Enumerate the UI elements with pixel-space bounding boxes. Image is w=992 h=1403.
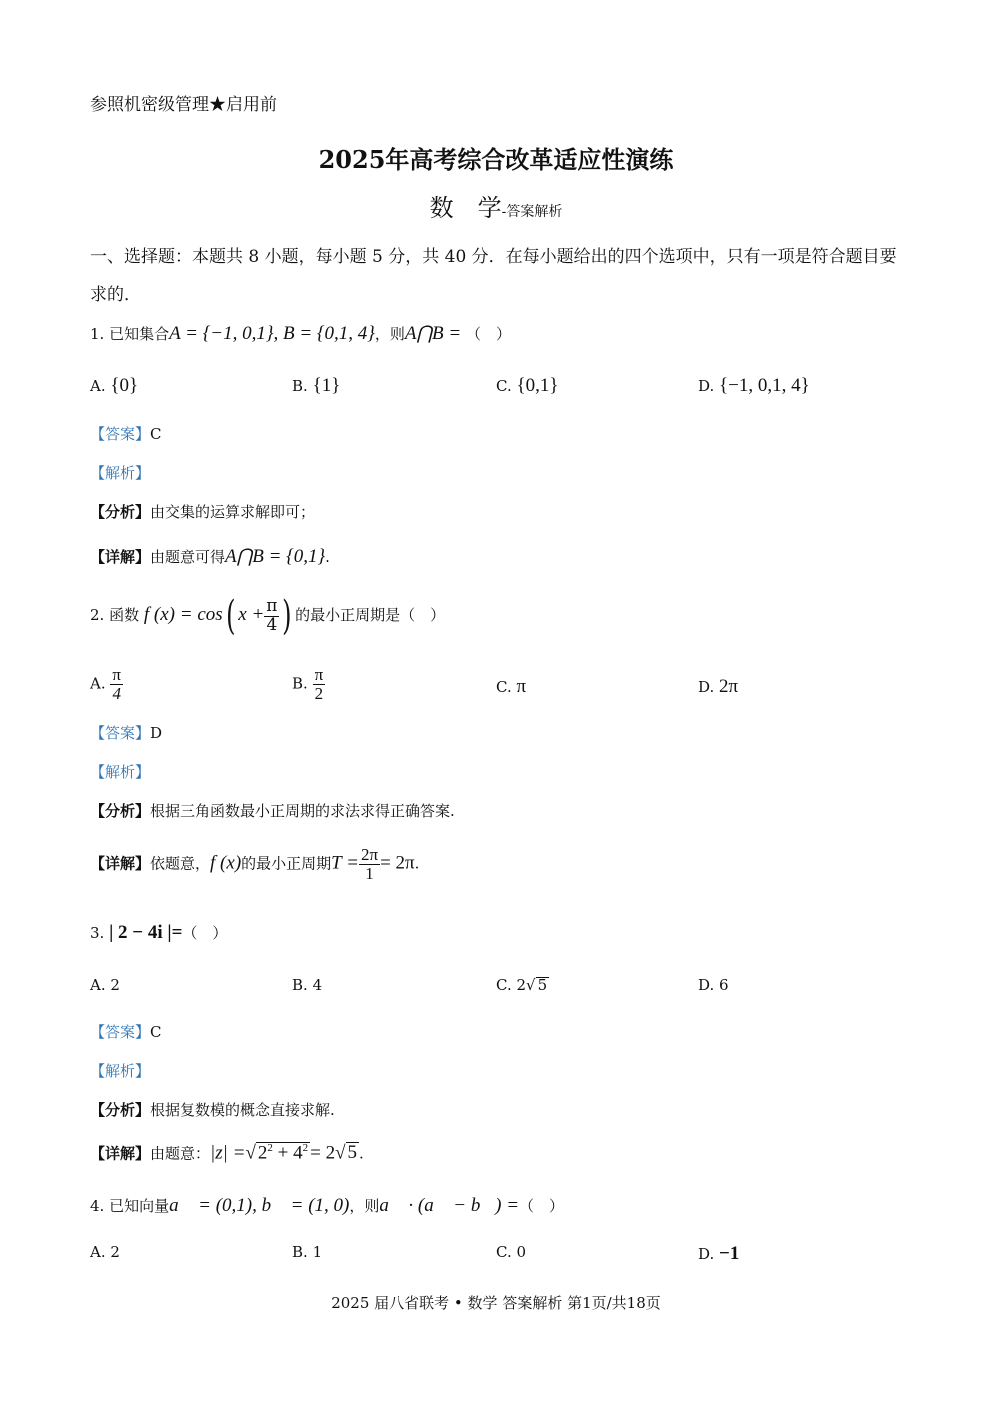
confidential-label: 参照机密级管理★启用前 bbox=[90, 95, 277, 115]
question-2: 2. 函数 f (x) = cos( x + $\frac{\pi}{4}$ ) 的最小正周期是（ ） bbox=[90, 593, 446, 639]
question-text: 已知集合 bbox=[109, 325, 170, 343]
fenxi-line: 【分析】根据复数模的概念直接求解. bbox=[90, 1101, 335, 1119]
option-a: A. 2 bbox=[90, 976, 120, 994]
answer-blank: （ ） bbox=[466, 325, 512, 343]
question-3: 3. | 2 − 4i |=（ ） bbox=[90, 922, 228, 943]
option-c: C. {0,1} bbox=[496, 375, 559, 396]
option-a: A. {0} bbox=[90, 375, 139, 396]
question-number: 1. bbox=[90, 325, 105, 343]
answer-line: 【答案】C bbox=[90, 1023, 162, 1041]
option-d: D. 6 bbox=[698, 976, 729, 994]
math-expression: f (x) = cos bbox=[143, 604, 223, 625]
option-a: A. $\frac{\pi}{4}$ bbox=[90, 665, 121, 703]
subject-name: 数 学 bbox=[429, 194, 502, 222]
option-c: C. 2√ 5 bbox=[496, 976, 548, 994]
subject-suffix: -答案解析 bbox=[501, 204, 563, 220]
answer-line: 【答案】D bbox=[90, 724, 163, 742]
math-expression: | 2 − 4i |= bbox=[109, 922, 183, 943]
page-title: 2025年高考综合改革适应性演练 bbox=[318, 145, 674, 174]
analysis-label: 【解析】 bbox=[90, 464, 151, 482]
question-1 bbox=[90, 322, 511, 345]
math-expression: a⃗ · (a⃗ − b⃗) = bbox=[379, 1195, 520, 1216]
detail-line: 【详解】由题意可得A⋂B = {0,1}. bbox=[90, 546, 330, 567]
option-a: A. 2 bbox=[90, 1243, 120, 1261]
question-4: 4. 已知向量a⃗ = (0,1), b⃗ = (1, 0)，则a⃗ · (a⃗ − b⃗) =（ ） bbox=[90, 1195, 565, 1216]
option-d: D. {−1, 0,1, 4} bbox=[698, 375, 810, 396]
analysis-label: 【解析】 bbox=[90, 763, 151, 781]
fenxi-line: 【分析】根据三角函数最小正周期的求法求得正确答案. bbox=[90, 802, 455, 820]
option-c: C. π bbox=[496, 676, 527, 697]
option-b: B. 4 bbox=[292, 976, 323, 994]
page-footer: 2025 届八省联考 • 数学 答案解析 第1页/共18页 bbox=[331, 1294, 661, 1312]
section-intro: 一、选择题：本题共 8 小题，每小题 5 分，共 40 分．在每小题给出的四个选项中，只有一项是符合题目要求的． bbox=[90, 247, 897, 305]
math-expression: A = {−1, 0,1}, B = {0,1, 4} bbox=[169, 323, 375, 344]
subject-title bbox=[0, 188, 992, 223]
math-expression: A⋂B = bbox=[404, 323, 462, 344]
question-text: ，则 bbox=[374, 325, 405, 343]
detail-line: 【详解】依题意，f (x)的最小正周期T = $\frac{2\pi}{1}$ = 2π. bbox=[90, 845, 420, 883]
math-expression: a⃗ = (0,1), b⃗ = (1, 0) bbox=[169, 1195, 350, 1216]
option-c: C. 0 bbox=[496, 1243, 527, 1261]
option-d: D. −1 bbox=[698, 1243, 740, 1264]
option-b: B. {1} bbox=[292, 375, 341, 396]
analysis-label: 【解析】 bbox=[90, 1062, 151, 1080]
detail-line: 【详解】由题意：|z| =√ $2^2 + 4^2 = 2√$ 5 . bbox=[90, 1142, 364, 1164]
fenxi-line: 【分析】由交集的运算求解即可； bbox=[90, 503, 316, 521]
option-b: B. $\frac{\pi}{2}$ bbox=[292, 665, 324, 703]
option-b: B. 1 bbox=[292, 1243, 323, 1261]
answer-line: 【答案】C bbox=[90, 425, 162, 443]
option-d: D. 2π bbox=[698, 676, 739, 697]
